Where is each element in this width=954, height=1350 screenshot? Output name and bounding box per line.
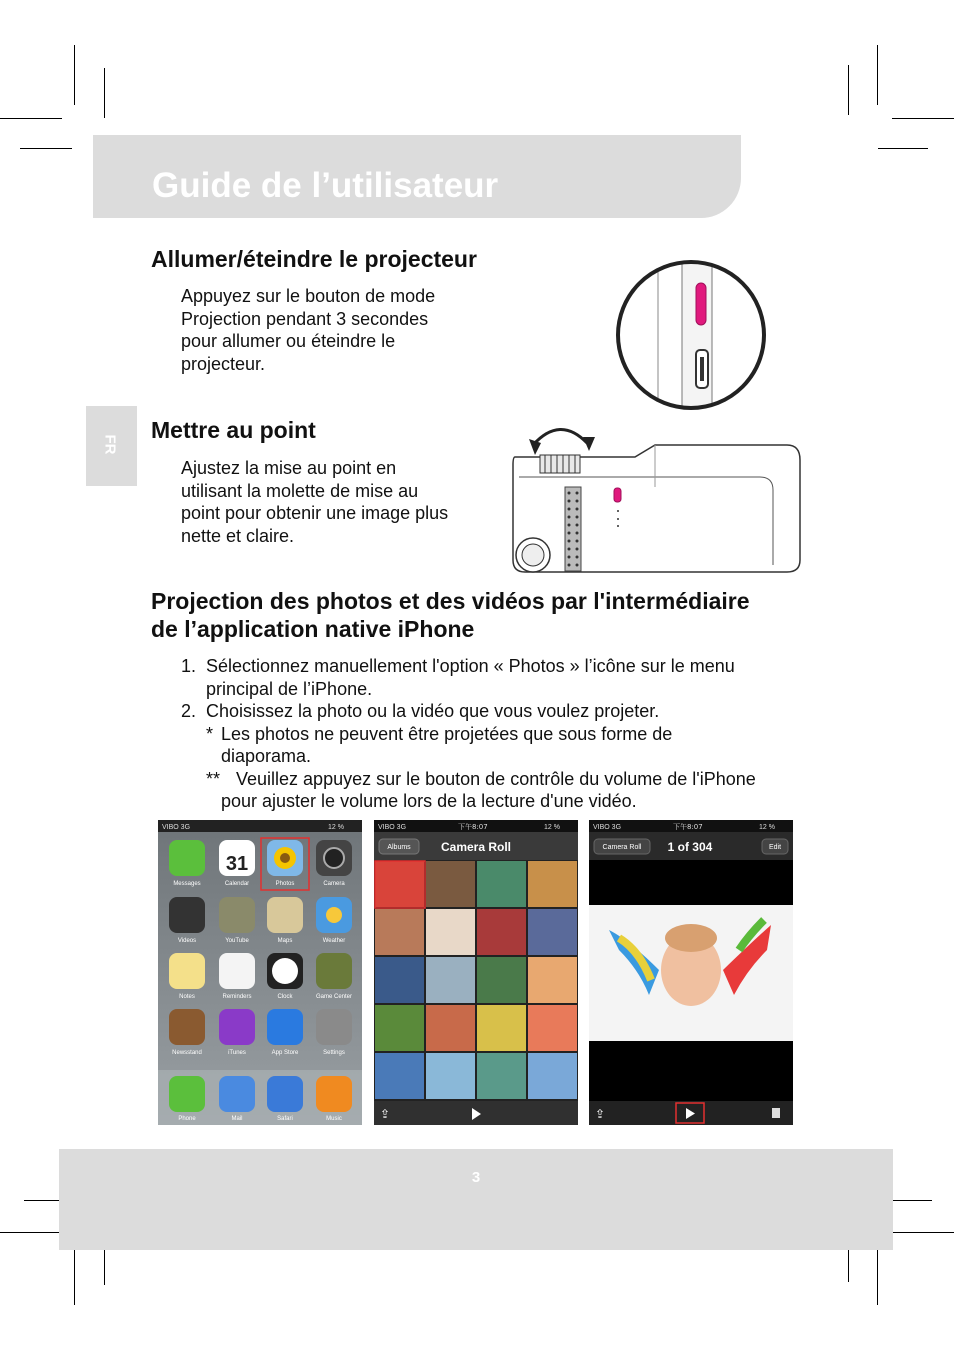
power-button-illustration — [610, 255, 775, 415]
calendar-day: 31 — [225, 853, 249, 875]
time-label: 下午8:07 — [673, 823, 703, 831]
crop-mark — [0, 118, 62, 119]
albums-back-label: Albums — [387, 844, 411, 851]
text-line: principal de l’iPhone. — [206, 678, 373, 699]
crop-mark — [74, 45, 75, 105]
note-item — [181, 768, 801, 813]
battery-label: 12 % — [759, 824, 775, 831]
reminders-icon[interactable] — [219, 953, 255, 989]
section-iphone-heading — [151, 587, 750, 643]
text-line: Les photos ne peuvent être projetées que sous forme de — [221, 723, 673, 744]
carrier-label: VIBO 3G — [378, 824, 407, 831]
crop-mark — [74, 1245, 75, 1305]
text-line: Choisissez la photo ou la vidéo que vous voulez projeter. — [206, 701, 660, 721]
text-line: Appuyez sur le bouton de mode — [181, 286, 436, 306]
icon-label: Notes — [179, 994, 195, 1000]
icon-label: App Store — [271, 1050, 299, 1056]
photo-counter: 1 of 304 — [667, 840, 713, 854]
list-number: 1. — [181, 656, 197, 676]
list-item — [181, 700, 801, 723]
crop-mark — [848, 65, 849, 115]
carrier-label: VIBO 3G — [162, 824, 191, 831]
game-center-icon[interactable] — [316, 953, 352, 989]
crop-mark — [877, 1245, 878, 1305]
battery-label: 12 % — [544, 824, 560, 831]
icon-label: Music — [326, 1116, 342, 1122]
trash-icon[interactable] — [772, 1108, 780, 1118]
language-tab — [86, 406, 137, 486]
itunes-icon[interactable] — [219, 1009, 255, 1045]
share-icon[interactable]: ⇪ — [380, 1107, 391, 1121]
maps-icon[interactable] — [267, 897, 303, 933]
app-store-icon[interactable] — [267, 1009, 303, 1045]
steps-list — [181, 655, 801, 813]
mail-icon[interactable] — [219, 1076, 255, 1112]
battery-label: 12 % — [328, 824, 344, 831]
page-number: 3 — [471, 1169, 481, 1186]
iphone-home-screenshot — [158, 820, 362, 1125]
section-power-text — [181, 285, 435, 375]
icon-label: Weather — [322, 938, 346, 944]
icon-label: iTunes — [228, 1050, 246, 1056]
icon-label: Clock — [277, 994, 293, 1000]
crop-mark — [104, 68, 105, 118]
icon-label: Safari — [277, 1116, 293, 1122]
icon-label: Settings — [323, 1050, 345, 1056]
crop-mark — [892, 118, 954, 119]
crop-mark — [878, 148, 928, 149]
newsstand-icon[interactable] — [169, 1009, 205, 1045]
camera-roll-back-label: Camera Roll — [602, 844, 642, 851]
icon-label: Videos — [177, 938, 197, 944]
camera-roll-title: Camera Roll — [440, 840, 512, 854]
icon-label: Camera — [323, 881, 345, 887]
icon-label: Newsstand — [172, 1050, 202, 1056]
icon-label: Calendar — [224, 881, 250, 887]
text-line: Sélectionnez manuellement l'option « Photos » l’icône sur le menu — [206, 656, 735, 676]
icon-label: YouTube — [225, 938, 249, 944]
crop-mark — [877, 45, 878, 105]
crop-mark — [20, 148, 72, 149]
icon-label: Mail — [231, 1116, 243, 1122]
crop-mark — [0, 1232, 62, 1233]
crop-mark — [892, 1232, 954, 1233]
note-item — [181, 723, 801, 768]
list-item — [181, 655, 801, 700]
text-line: point pour obtenir une image plus — [181, 503, 449, 523]
videos-icon[interactable] — [169, 897, 205, 933]
section-focus-heading: Mettre au point — [151, 417, 316, 443]
text-line: diaporama. — [221, 746, 312, 766]
icon-label: Phone — [178, 1116, 196, 1122]
icon-label: Maps — [277, 938, 293, 944]
youtube-icon[interactable] — [219, 897, 255, 933]
language-tab-label: FR — [101, 434, 119, 455]
section-focus-text — [181, 457, 448, 547]
text-line: utilisant la molette de mise au — [181, 480, 419, 501]
share-icon[interactable]: ⇪ — [595, 1107, 606, 1121]
note-mark: ** — [206, 768, 221, 789]
text-line: nette et claire. — [181, 525, 295, 546]
text-line: Veuillez appuyez sur le bouton de contrôle du volume de l'iPhone — [236, 768, 756, 789]
iphone-camera-roll-screenshot — [374, 820, 578, 1125]
safari-icon[interactable] — [267, 1076, 303, 1112]
icon-label: Photos — [275, 881, 295, 887]
text-line: pour allumer ou éteindre le — [181, 331, 396, 351]
footer-band — [59, 1149, 893, 1250]
list-number: 2. — [181, 701, 197, 721]
projector-illustration — [505, 415, 805, 577]
icon-label: Messages — [173, 881, 201, 887]
photo-display — [589, 905, 793, 1041]
heading-line: Projection des photos et des vidéos par l'intermédiaire — [151, 588, 750, 614]
text-line: projecteur. — [181, 353, 266, 374]
heading-line: de l’application native iPhone — [151, 616, 475, 642]
music-icon[interactable] — [316, 1076, 352, 1112]
page-title: Guide de l’utilisateur — [152, 166, 499, 205]
icon-label: Game Center — [315, 994, 353, 1000]
messages-icon[interactable] — [169, 840, 205, 876]
notes-icon[interactable] — [169, 953, 205, 989]
text-line: Ajustez la mise au point en — [181, 458, 397, 478]
time-label: 下午8:07 — [458, 823, 488, 831]
carrier-label: VIBO 3G — [593, 824, 622, 831]
phone-icon[interactable] — [169, 1076, 205, 1112]
edit-label: Edit — [768, 844, 782, 851]
text-line: pour ajuster le volume lors de la lecture d'une vidéo. — [221, 791, 637, 811]
icon-label: Reminders — [222, 994, 252, 1000]
iphone-photo-viewer-screenshot — [589, 820, 793, 1125]
settings-icon[interactable] — [316, 1009, 352, 1045]
text-line: Projection pendant 3 secondes — [181, 308, 429, 329]
section-power-heading: Allumer/éteindre le projecteur — [151, 246, 477, 272]
note-mark: * — [206, 723, 214, 744]
